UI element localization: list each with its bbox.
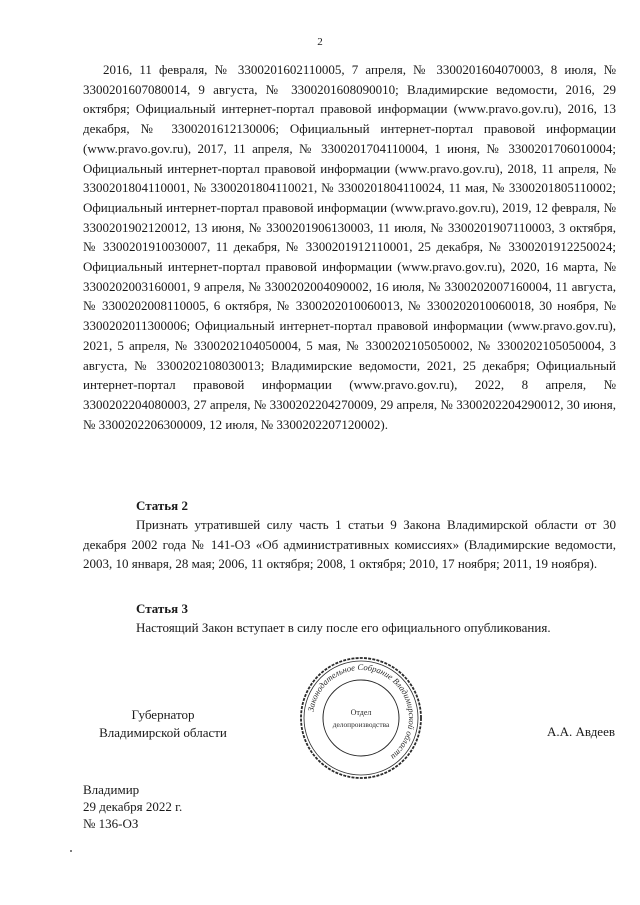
stamp-center-line-1: Отдел (350, 708, 372, 717)
signatory-title-line-1: Губернатор (131, 707, 195, 722)
article-3-text: Настоящий Закон вступает в силу после его официального опубликования. (136, 620, 551, 635)
official-stamp (298, 655, 424, 781)
signatory-title (83, 706, 243, 742)
article-3-heading: Статья 3 (136, 601, 188, 616)
signatory-name: А.А. Авдеев (546, 724, 615, 739)
stamp-ring-text: Законодательное Собрание Владимирской области (305, 661, 418, 763)
stamp-outer-ring-inner (304, 661, 418, 775)
article-2-text: Признать утратившей силу часть 1 статьи 9 Закона Владимирской области от 30 декабря 2002 года № 141-ОЗ «Об административных комиссиях» (Владимирские ведомости, 2003, 10 января, 28 мая; 2006, 11 октября; 2008, 1 октября; 2010, 17 ноября; 2011, 19 ноября). (83, 517, 616, 572)
footer-city: Владимир (83, 782, 140, 797)
page-number: 2 (317, 36, 323, 48)
footer-date: 29 декабря 2022 г. (83, 799, 183, 814)
article-2-heading: Статья 2 (136, 498, 188, 513)
footer-law-number: № 136-ОЗ (83, 816, 139, 831)
footer-block (83, 781, 182, 832)
signatory-title-line-2: Владимирской области (99, 725, 227, 740)
scan-speck (70, 850, 72, 852)
stamp-outer-ring (301, 658, 421, 778)
stamp-center-line-2: делопроизводства (332, 720, 390, 729)
paragraph-publication-list: 2016, 11 февраля, № 3300201602110005, 7 апреля, № 3300201604070003, 8 июля, № 3300201607080014, 9 августа, № 3300201608090010; Владимирские ведомости, 2016, 29 октября; Официальный интернет-портал правовой информации (www.pravo.gov.ru), 2016, 13 декабря, № 3300201612130006; Официальный интернет-портал правовой информации (www.pravo.gov.ru), 2017, 11 апреля, № 3300201704110004, 1 июня, № 3300201706010004; Официальный интернет-портал правовой информации (www.pravo.gov.ru), 2018, 11 апреля, № 3300201804110001, № 3300201804110021, № 3300201804110024, 11 мая, № 3300201805110002; Официальный интернет-портал правовой информации (www.pravo.gov.ru), 2019, 12 февраля, № 3300201902120012, 13 июня, № 3300201906130003, 11 июля, № 3300201907110003, 3 октября, № 3300201910030007, 11 декабря, № 3300201912110001, 25 декабря, № 3300201912250024; Официальный интернет-портал правовой информации (www.pravo.gov.ru), 2020, 16 марта, № 3300202003160001, 9 апреля, № 3300202004090002, 16 июля, № 3300202007160004, 11 августа, № 3300202008110005, 6 октября, № 3300202010060013, № 3300202010060018, 30 ноября, № 3300202011300006; Официальный интернет-портал правовой информации (www.pravo.gov.ru), 2021, 5 апреля, № 3300202104050004, 5 мая, № 3300202105050002, № 3300202105050004, 3 августа, № 3300202108030013; Владимирские ведомости, 2021, 25 декабря; Официальный интернет-портал правовой информации (www.pravo.gov.ru), 2022, 8 апреля, № 3300202204080003, 27 апреля, № 3300202204270009, 29 апреля, № 3300202204290012, 30 июня, № 3300202206300009, 12 июля, № 3300202207120002). (83, 62, 616, 432)
stamp-seal-graphic (298, 655, 424, 781)
stamp-inner-ring (323, 680, 399, 756)
